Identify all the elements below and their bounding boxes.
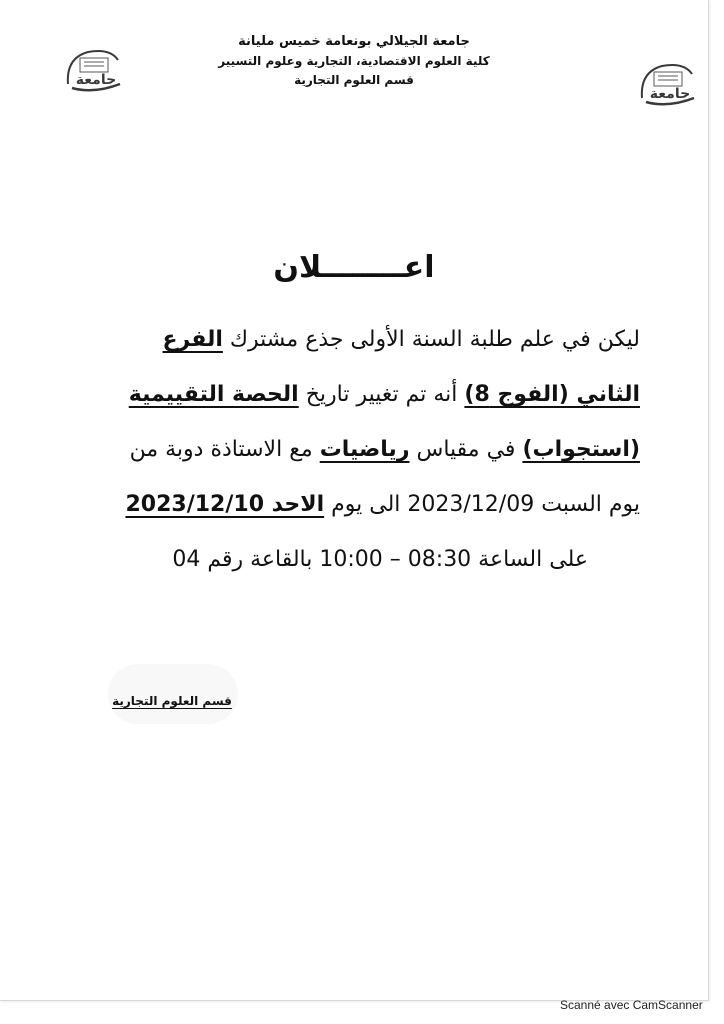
- subject-label: رياضيات: [319, 437, 410, 462]
- body-line-3: [100, 422, 640, 477]
- department-name: قسم العلوم التجارية: [294, 72, 414, 87]
- group-label: الثاني (الفوج 8): [464, 382, 640, 407]
- body-line-5: [100, 532, 640, 587]
- body-line-3-text-a: في مقياس: [409, 437, 523, 462]
- time-and-room: على الساعة 08:30 – 10:00 بالقاعة رقم 04: [172, 547, 588, 572]
- assessment-label: الحصة التقييمية: [128, 382, 299, 407]
- faculty-name: كلية العلوم الاقتصادية، التجارية وعلوم التسيير: [218, 54, 490, 69]
- body-line-1: [100, 312, 640, 367]
- announcement-body: [100, 312, 640, 587]
- logo-left-text: جامعة: [75, 72, 117, 88]
- exam-type-label: (استجواب): [522, 437, 640, 462]
- logo-right-text: جامعة: [649, 86, 691, 102]
- university-name: جامعة الجيلالي بونعامة خميس مليانة: [238, 34, 470, 49]
- body-line-4: [100, 477, 640, 532]
- body-line-1-text: ليكن في علم طلبة السنة الأولى جذع مشترك: [222, 327, 640, 352]
- body-line-2-text: أنه تم تغيير تاريخ: [298, 382, 465, 407]
- document-header: [0, 32, 708, 89]
- body-line-3-text-b: مع الاستاذة دوبة من: [129, 437, 320, 462]
- body-line-1-emphasis: الفرع: [162, 327, 223, 352]
- body-line-4-text: يوم السبت 2023/12/09 الى يوم: [324, 492, 640, 517]
- body-line-2: [100, 367, 640, 422]
- scanner-watermark: Scanné avec CamScanner: [560, 998, 703, 1012]
- announcement-title: اعــــــــلان: [273, 250, 435, 285]
- new-date-label: الاحد 2023/12/10: [125, 492, 325, 517]
- department-signature: قسم العلوم التجارية: [112, 694, 232, 708]
